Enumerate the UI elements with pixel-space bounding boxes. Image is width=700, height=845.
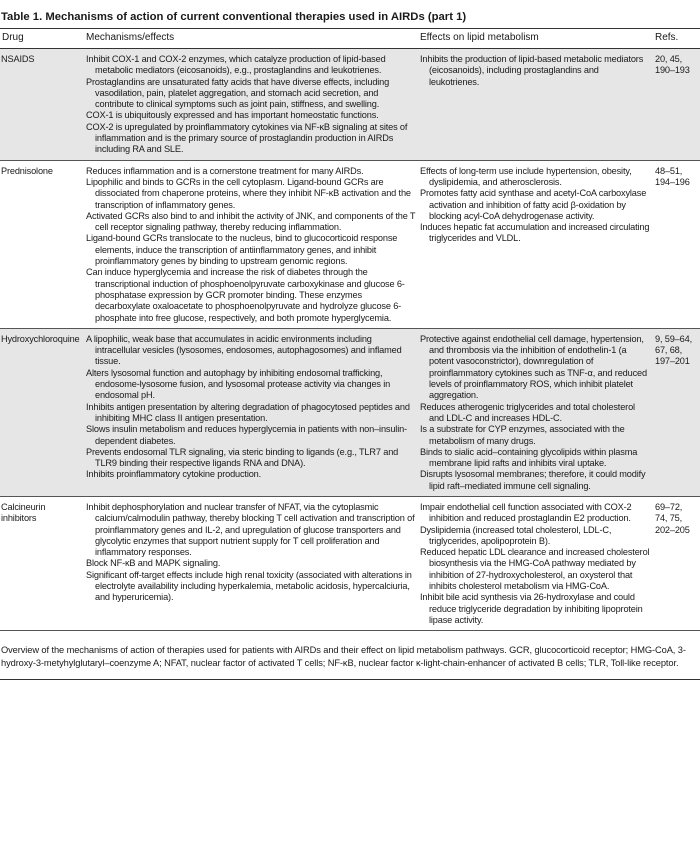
cell-item: Inhibits proinflammatory cytokine production. xyxy=(86,469,262,480)
header-mechanisms: Mechanisms/effects xyxy=(84,29,418,49)
cell-item: Induces hepatic fat accumulation and increased circulating triglycerides and VLDL. xyxy=(420,222,650,244)
cell-item: Slows insulin metabolism and reduces hyperglycemia in patients with non–insulin-dependent diabetes. xyxy=(86,424,407,446)
drug-cell: NSAIDS xyxy=(0,49,84,161)
cell-item: Can induce hyperglycemia and increase the risk of diabetes through the transcriptional induction of phosphoenolpyruvate carboxykinase and glucose 6-phosphatase expression by GCR promoter binding. These enzymes decarboxylate oxaloacetate to phosphoenolpyruvate and hydrolyze glucose 6-phosphate into free glucose, respectively, and both promote hyperglycemia. xyxy=(86,267,405,323)
cell-item: Lipophilic and binds to GCRs in the cell cytoplasm. Ligand-bound GCRs are dissociated from chaperone proteins, where they inhibit NF-κB activation and the transcription of inflammatory genes. xyxy=(86,176,411,210)
refs-cell xyxy=(653,496,700,630)
ref-line: 197–201 xyxy=(655,356,690,367)
refs-cell xyxy=(653,49,700,161)
table-title: Table 1. Mechanisms of action of current conventional therapies used in AIRDs (part 1) xyxy=(1,11,467,23)
cell-item: Dyslipidemia (increased total cholesterol, LDL-C, triglycerides, apolipoprotein B). xyxy=(420,524,612,546)
table-row xyxy=(0,496,700,630)
cell-item: Promotes fatty acid synthase and acetyl-CoA carboxylase activation and inhibition of fatty acid β-oxidation by blocking acyl-CoA dehydrogenase activity. xyxy=(420,188,647,221)
lipid-effects-cell xyxy=(418,49,653,161)
cell-item: COX-1 is ubiquitously expressed and has important homeostatic functions. xyxy=(86,110,379,121)
cell-item: Block NF-κB and MAPK signaling. xyxy=(86,558,221,569)
cell-item: Significant off-target effects include high renal toxicity (associated with alterations in electrolyte availability including hyperkalemia, metabolic acidosis, hypercalciuria, and hyperuricemia). xyxy=(86,569,412,603)
cell-item: Inhibit dephosphorylation and nuclear transfer of NFAT, via the cytoplasmic calcium/calmodulin pathway, thereby blocking T cell activation and transcription of proinflammatory genes and IL-2, and upregulation of glucose transporters and glycolytic enzymes that support nutrient supply for T cell proliferation and inflammatory responses. xyxy=(86,501,415,558)
mechanisms-cell xyxy=(84,328,418,496)
ref-line: 190–193 xyxy=(655,65,690,76)
table-row xyxy=(0,328,700,496)
cell-item: Is a substrate for CYP enzymes, associated with the metabolism of many drugs. xyxy=(420,424,625,446)
cell-item: Inhibit bile acid synthesis via 26-hydroxylase and could reduce triglyceride degradation by inhibiting lipoprotein lipase activity. xyxy=(420,592,643,625)
ref-line: 48–51, xyxy=(655,165,683,176)
refs-cell xyxy=(653,328,700,496)
header-lipid: Effects on lipid metabolism xyxy=(418,29,653,49)
cell-item: Effects of long-term use include hypertension, obesity, dyslipidemia, and atherosclerosis. xyxy=(420,165,632,187)
header-refs: Refs. xyxy=(653,29,700,49)
cell-item: Prostaglandins are unsaturated fatty acids that have diverse effects, including vasodilation, pain, platelet aggregation, and stomach acid secretion, and contribute to clinical symptoms such as joint pain, stiffness, and swelling. xyxy=(86,76,390,110)
cell-item: Reduces inflammation and is a cornerstone treatment for many AIRDs. xyxy=(86,165,364,176)
mechanisms-table xyxy=(0,29,700,631)
cell-item: Inhibits the production of lipid-based metabolic mediators (eicosanoids), including prostaglandins and leukotrienes. xyxy=(420,54,644,87)
drug-cell: Calcineurin inhibitors xyxy=(0,496,84,630)
ref-line: 74, 75, xyxy=(655,513,683,524)
cell-item: Inhibit COX-1 and COX-2 enzymes, which catalyze production of lipid-based metabolic mediators (eicosanoids), e.g., prostaglandins and leukotrienes. xyxy=(86,54,386,76)
cell-item: Ligand-bound GCRs translocate to the nucleus, bind to glucocorticoid response elements, induce the transcription of antiinflammatory genes, and inhibit proinflammatory genes by binding to upstream genomic regions. xyxy=(86,233,398,267)
lipid-effects-cell xyxy=(418,160,653,328)
table-footnote: Overview of the mechanisms of action of therapies used for patients with AIRDs and their effect on lipid metabolism pathways. GCR, glucocorticoid receptor; HMG-CoA, 3-hydroxy-3-metyhylglutaryl–coenzyme A; NFAT, nuclear factor of activated T cells; NF-κB, nuclear factor κ-light-chain-enhancer of activated B cells; TLR, Toll-like receptor. xyxy=(1,645,686,668)
cell-item: Inhibits antigen presentation by altering degradation of phagocytosed peptides and inhibiting MHC class II antigen presentation. xyxy=(86,401,410,423)
cell-item: Prevents endosomal TLR signaling, via steric binding to ligands (e.g., TLR7 and TLR9 binding their respective ligands RNA and DNA). xyxy=(86,446,399,469)
lipid-effects-cell xyxy=(418,328,653,496)
header-drug: Drug xyxy=(0,29,84,49)
ref-line: 69–72, xyxy=(655,501,683,512)
ref-line: 20, 45, xyxy=(655,54,683,64)
ref-line: 202–205 xyxy=(655,524,690,535)
drug-cell: Hydroxychloroquine xyxy=(0,328,84,496)
table-row xyxy=(0,49,700,161)
cell-item: Alters lysosomal function and autophagy by inhibiting endosomal trafficking, endosome-lysosome fusion, and lysosomal protease activity via changes in endosomal pH. xyxy=(86,367,391,401)
ref-line: 67, 68, xyxy=(655,345,683,356)
mechanisms-cell xyxy=(84,49,418,161)
cell-item: Activated GCRs also bind to and inhibit the activity of JNK, and components of the T cell receptor signaling pathway, thereby reducing inflammation. xyxy=(86,210,416,233)
table-row xyxy=(0,160,700,328)
mechanisms-cell xyxy=(84,496,418,630)
cell-item: Disrupts lysosomal membranes; therefore, it could modify lipid raft–mediated immune cell signaling. xyxy=(420,469,646,491)
cell-item: Reduced hepatic LDL clearance and increased cholesterol biosynthesis via the HMG-CoA pathway mediated by inhibition of 27-hydroxycholesterol, an oxysterol that inhibits cholesterol metabolism via HMG-CoA. xyxy=(420,547,650,592)
cell-item: A lipophilic, weak base that accumulates in acidic environments including intracellular vesicles (lysosomes, endosomes, autophagosomes) and inflamed tissue. xyxy=(86,333,402,367)
lipid-effects-cell xyxy=(418,496,653,630)
cell-item: Protective against endothelial cell damage, hypertension, and thrombosis via the inhibition of endothelin-1 (a potent vasoconstrictor), downregulation of proinflammatory cytokines such as TNF-α, and reduced levels of proinflammatory ROS, which inhibit platelet aggregation. xyxy=(420,333,647,401)
cell-item: Impair endothelial cell function associated with COX-2 inhibition and reduced prostaglandin E2 production. xyxy=(420,501,632,524)
table-header xyxy=(0,29,700,49)
bottom-rule xyxy=(0,679,700,680)
ref-line: 194–196 xyxy=(655,176,690,187)
mechanisms-cell xyxy=(84,160,418,328)
table-body xyxy=(0,49,700,631)
cell-item: COX-2 is upregulated by proinflammatory cytokines via NF-κB signaling at sites of inflammation and is the primary source of prostaglandin production in AIRDs including RA and SLE. xyxy=(86,121,408,155)
refs-cell xyxy=(653,160,700,328)
cell-item: Binds to sialic acid–containing glycolipids within plasma membrane lipid rafts and inhibits viral uptake. xyxy=(420,446,638,469)
ref-line: 9, 59–64, xyxy=(655,333,692,344)
drug-cell: Prednisolone xyxy=(0,160,84,328)
cell-item: Reduces atherogenic triglycerides and total cholesterol and LDL-C and increases HDL-C. xyxy=(420,401,635,423)
